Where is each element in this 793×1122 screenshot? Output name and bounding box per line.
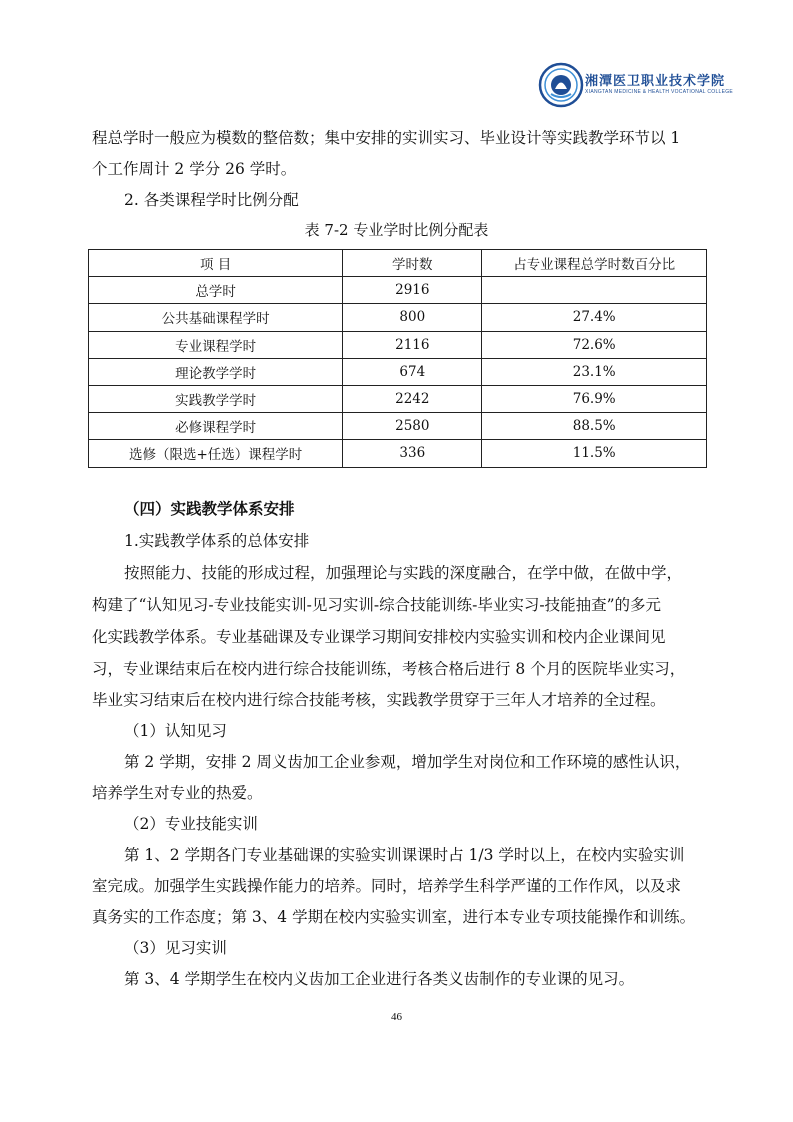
paragraph-line: 毕业实习结束后在校内进行综合技能考核，实践教学贯穿于三年人才培养的全过程。 (92, 691, 666, 709)
paragraph-line: 室完成。加强学生实践操作能力的培养。同时，培养学生科学严谨的工作作风，以及求 (92, 877, 682, 895)
paragraph-line: 第 3、4 学期学生在校内义齿加工企业进行各类义齿制作的专业课的见习。 (124, 970, 635, 988)
item-title: （2）专业技能实训 (124, 815, 258, 833)
paragraph-line: 构建了“认知见习-专业技能实训-见习实训-综合技能训练-毕业实习-技能抽查”的多元 (92, 596, 662, 614)
item-title: （1）认知见习 (124, 722, 227, 740)
hours-ratio-table (88, 249, 707, 468)
table-cell: 2916 (343, 277, 482, 304)
paragraph-line: 真务实的工作态度；第 3、4 学期在校内实验实训室，进行本专业专项技能操作和训练。 (92, 908, 696, 926)
paragraph-line: 个工作周计 2 学分 26 学时。 (92, 160, 297, 178)
table-cell: 11.5% (482, 440, 707, 467)
table-header-cell: 占专业课程总学时数百分比 (482, 250, 707, 277)
section-heading: （四）实践教学体系安排 (124, 499, 295, 518)
item-title: （3）见习实训 (124, 939, 227, 957)
table-cell: 必修课程学时 (89, 413, 343, 440)
table-cell: 336 (343, 440, 482, 467)
table-cell: 2580 (343, 413, 482, 440)
table-cell: 72.6% (482, 331, 707, 358)
table-row (89, 385, 707, 412)
table-cell: 2242 (343, 385, 482, 412)
table-cell: 理论教学学时 (89, 358, 343, 385)
paragraph-line: 习，专业课结束后在校内进行综合技能训练，考核合格后进行 8 个月的医院毕业实习， (92, 660, 686, 678)
table-row (89, 331, 707, 358)
table-cell: 实践教学学时 (89, 385, 343, 412)
table-cell (482, 277, 707, 304)
table-cell: 选修（限选+任选）课程学时 (89, 440, 343, 467)
paragraph-line: 化实践教学体系。专业基础课及专业课学习期间安排校内实验实训和校内企业课间见 (92, 628, 666, 646)
table-cell: 76.9% (482, 385, 707, 412)
table-row (89, 277, 707, 304)
table-cell: 800 (343, 304, 482, 331)
table-title: 表 7-2 专业学时比例分配表 (304, 221, 489, 239)
table-cell: 674 (343, 358, 482, 385)
table-cell: 公共基础课程学时 (89, 304, 343, 331)
table-cell: 2116 (343, 331, 482, 358)
paragraph-line: 培养学生对专业的热爱。 (92, 784, 263, 802)
table-row (89, 358, 707, 385)
table-cell: 27.4% (482, 304, 707, 331)
table-row (89, 413, 707, 440)
page-number: 46 (391, 1011, 402, 1023)
table-cell: 专业课程学时 (89, 331, 343, 358)
paragraph-line: 第 2 学期，安排 2 周义齿加工企业参观，增加学生对岗位和工作环境的感性认识， (124, 753, 691, 771)
section-title: 2. 各类课程学时比例分配 (124, 191, 299, 209)
table-row (89, 304, 707, 331)
subsection-title: 1.实践教学体系的总体安排 (124, 532, 310, 550)
table-row (89, 440, 707, 467)
college-name-en: XIANGTAN MEDICINE & HEALTH VOCATIONAL COLLEGE (585, 89, 734, 95)
paragraph-line: 按照能力、技能的形成过程，加强理论与实践的深度融合，在学中做，在做中学， (124, 564, 683, 582)
table-cell: 88.5% (482, 413, 707, 440)
paragraph-line: 第 1、2 学期各门专业基础课的实验实训课课时占 1/3 学时以上，在校内实验实训 (124, 846, 685, 864)
table-cell: 23.1% (482, 358, 707, 385)
table-header-cell: 学时数 (343, 250, 482, 277)
paragraph-line: 程总学时一般应为模数的整倍数；集中安排的实训实习、毕业设计等实践教学环节以 1 (92, 129, 681, 147)
table-cell: 总学时 (89, 277, 343, 304)
table-header-row (89, 250, 707, 277)
college-name: 湘潭医卫职业技术学院 (585, 74, 726, 89)
table-header-cell: 项 目 (89, 250, 343, 277)
